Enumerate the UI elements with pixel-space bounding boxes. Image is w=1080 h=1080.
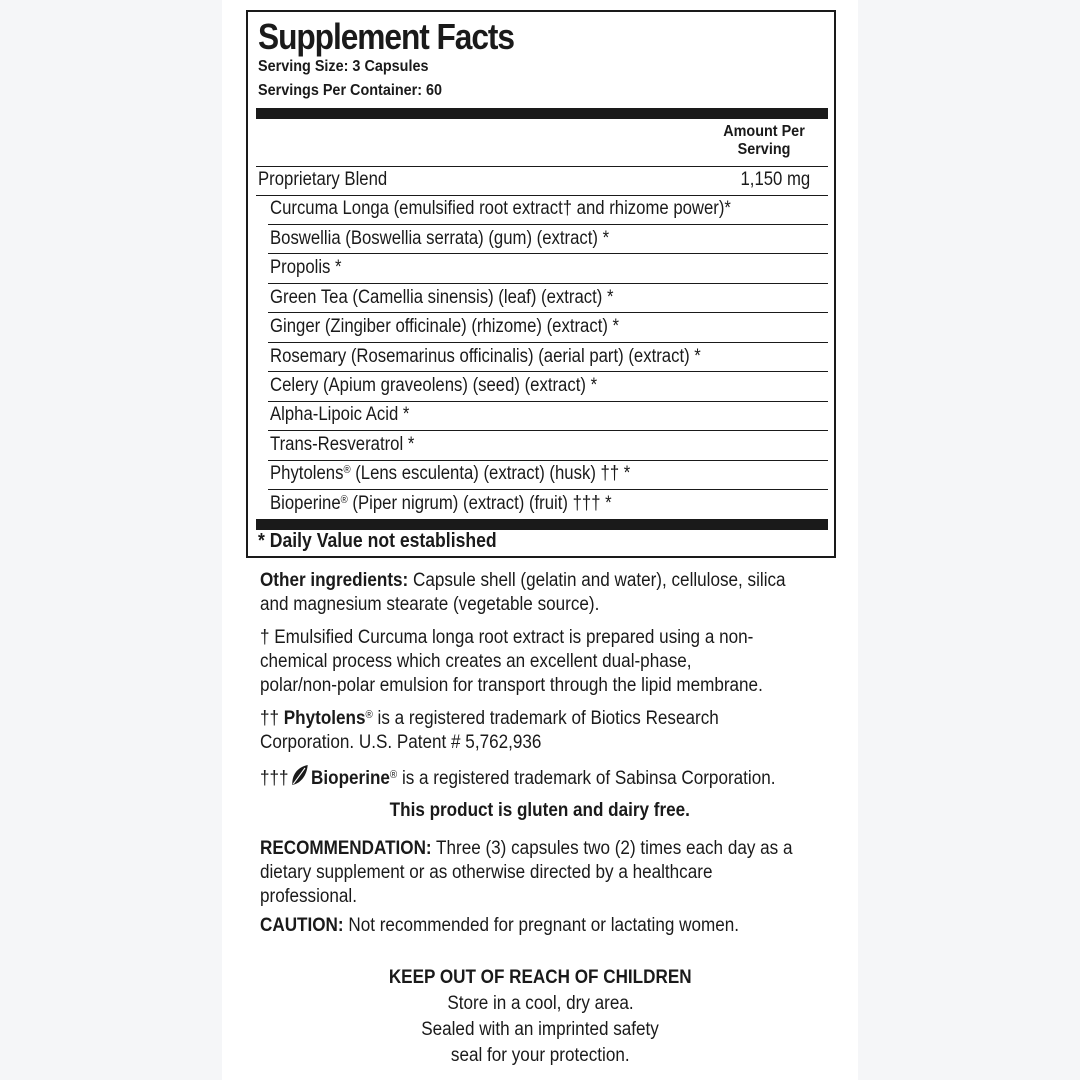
amount-header-line2: Serving [737,141,791,158]
ingredient-row: Alpha-Lipoic Acid * [270,404,410,425]
amount-per-serving-header [710,123,818,159]
row-divider [256,195,828,196]
row-divider [268,342,828,343]
phytolens-brand: Phytolens [283,708,366,729]
ingredient-row: Trans-Resveratrol * [270,434,415,455]
keep-out-heading [222,965,858,991]
serving-size: Serving Size: 3 Capsules [258,58,429,75]
phytolens-line1: is a registered trademark of Biotics Research [372,708,719,729]
row-divider [268,253,828,254]
ingredient-row: Curcuma Longa (emulsified root extract† and rhizome power)* [270,198,731,219]
blend-amount: 1,150 mg [740,169,810,190]
other-ingredients [260,569,800,617]
storage-line-text: Store in a cool, dry area. [446,993,634,1014]
other-ingredients-text: Capsule shell (gelatin and water), cellulose, silica and magnesium stearate (vegetable source). [260,570,786,615]
seal-line-text: Sealed with an imprinted safety [421,1019,659,1040]
keep-out-heading-text: KEEP OUT OF REACH OF CHILDREN [388,967,692,988]
row-divider [268,489,828,490]
facts-title: Supplement Facts [258,16,514,57]
bioperine-text: is a registered trademark of Sabinsa Corporation. [397,768,776,789]
servings-per-container: Servings Per Container: 60 [258,82,443,99]
ingredient-row: Boswellia (Boswellia serrata) (gum) (extract) * [270,228,610,249]
header-divider [256,166,828,167]
gluten-free-statement [222,798,858,824]
row-divider [268,224,828,225]
footnote-dagger: † Emulsified Curcuma longa root extract is prepared using a non-chemical process which creates an excellent dual-phase, polar/non-polar emulsion for transport through the lipid membrane. [260,627,763,696]
seal-line [222,1017,858,1043]
protection-line-text: seal for your protection. [450,1045,630,1066]
ingredient-row: Green Tea (Camellia sinensis) (leaf) (extract) * [270,287,614,308]
recommendation-label: RECOMMENDATION: [260,838,432,859]
phytolens-line2: Corporation. U.S. Patent # 5,762,936 [260,732,542,753]
bioperine-mark: ††† [260,768,289,789]
caution [260,914,800,938]
pepper-leaf-icon [290,764,308,793]
ingredient-row: Phytolens® (Lens esculenta) (extract) (husk) †† * [270,463,631,484]
row-divider [268,401,828,402]
row-divider [268,430,828,431]
daily-value-note: * Daily Value not established [258,530,497,552]
gluten-free-text: This product is gluten and dairy free. [389,800,691,821]
storage-line [222,991,858,1017]
ingredient-row: Celery (Apium graveolens) (seed) (extract) * [270,375,598,396]
ingredient-row: Rosemary (Rosemarinus officinalis) (aerial part) (extract) * [270,346,701,367]
phytolens-mark: †† [260,708,280,729]
row-divider [268,283,828,284]
row-divider [268,312,828,313]
bioperine-brand: Bioperine [311,768,390,789]
ingredient-row: Ginger (Zingiber officinale) (rhizome) (extract) * [270,316,620,337]
bioperine-reg: ® [389,769,398,781]
footnote-bioperine [260,764,800,793]
recommendation-line2: dietary supplement or as otherwise directed by a healthcare professional. [260,862,713,907]
protection-line [222,1043,858,1069]
recommendation-line1: Three (3) capsules two (2) times each day as a [431,838,793,859]
caution-text: Not recommended for pregnant or lactating women. [343,915,740,936]
ingredient-row: Propolis * [270,257,342,278]
ingredient-row: Bioperine® (Piper nigrum) (extract) (fruit) ††† * [270,493,612,514]
thick-divider-top [256,108,828,119]
other-ingredients-label: Other ingredients: [260,570,409,591]
blend-label: Proprietary Blend [258,169,388,190]
row-divider [268,460,828,461]
caution-label: CAUTION: [260,915,344,936]
amount-header-line1: Amount Per [723,123,805,140]
footnote-phytolens [260,707,800,755]
row-divider [268,371,828,372]
supplement-facts-panel [246,10,836,558]
thick-divider-bottom [256,519,828,530]
recommendation [260,837,800,909]
phytolens-reg: ® [365,709,373,721]
